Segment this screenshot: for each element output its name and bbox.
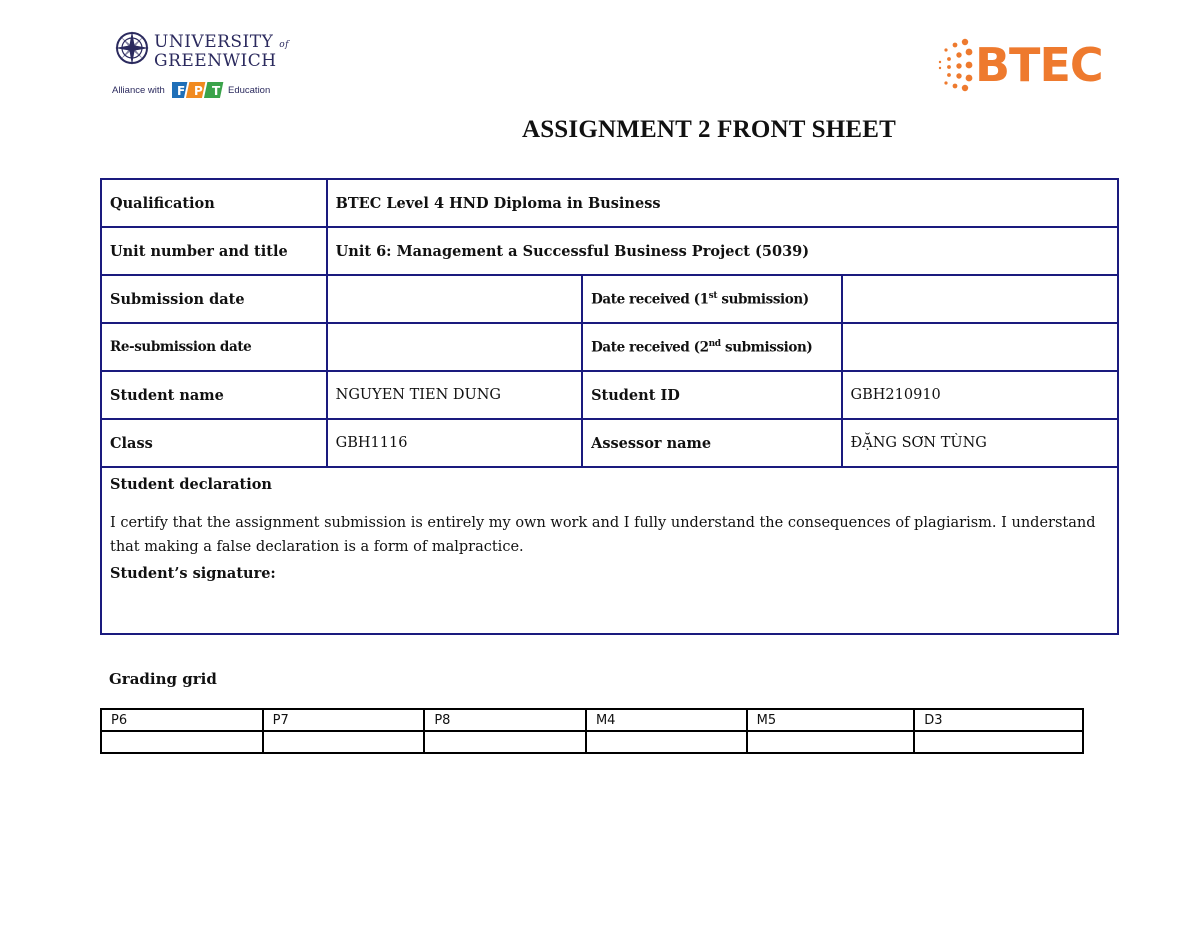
table-row bbox=[101, 275, 1118, 323]
grade-value-p7 bbox=[263, 731, 425, 753]
student-name-value: NGUYEN TIEN DUNG bbox=[327, 371, 582, 419]
declaration-title: Student declaration bbox=[110, 476, 272, 493]
grade-value-m5 bbox=[747, 731, 915, 753]
svg-text:P: P bbox=[194, 84, 203, 98]
btec-wordmark: BTEC bbox=[975, 38, 1103, 92]
qualification-label: Qualification bbox=[101, 179, 327, 227]
date-received-2-value bbox=[842, 323, 1118, 371]
grade-header-d3: D3 bbox=[914, 709, 1083, 731]
grade-value-d3 bbox=[914, 731, 1083, 753]
grade-value-p8 bbox=[424, 731, 586, 753]
grade-header-m4: M4 bbox=[586, 709, 747, 731]
table-row bbox=[101, 323, 1118, 371]
assessor-label: Assessor name bbox=[582, 419, 841, 467]
resubmission-date-label: Re-submission date bbox=[101, 323, 327, 371]
unit-value: Unit 6: Management a Successful Business Project (5039) bbox=[327, 227, 1118, 275]
compass-crest-icon bbox=[114, 30, 150, 66]
btec-logo bbox=[935, 36, 1125, 94]
date-received-1-value bbox=[842, 275, 1118, 323]
student-id-value: GBH210910 bbox=[842, 371, 1118, 419]
page-title: ASSIGNMENT 2 FRONT SHEET bbox=[521, 116, 897, 143]
table-row bbox=[101, 179, 1118, 227]
grading-header-row bbox=[101, 709, 1083, 731]
front-sheet-table bbox=[100, 178, 1119, 635]
unit-label: Unit number and title bbox=[101, 227, 327, 275]
grade-header-p6: P6 bbox=[101, 709, 263, 731]
university-name-line1: UNIVERSITY bbox=[154, 32, 274, 52]
student-name-label: Student name bbox=[101, 371, 327, 419]
qualification-value: BTEC Level 4 HND Diploma in Business bbox=[327, 179, 1118, 227]
university-of: of bbox=[279, 40, 289, 50]
date-received-1-label: Date received (1st submission) bbox=[582, 275, 841, 323]
education-text: Education bbox=[228, 85, 271, 96]
declaration-text: I certify that the assignment submission is entirely my own work and I fully understand the consequences of plagiarism. I understand that making a false declaration is a form of malpractice. bbox=[110, 515, 1096, 555]
university-name-line2: GREENWICH bbox=[154, 51, 277, 71]
fpt-logo-icon bbox=[172, 79, 226, 101]
date-received-2-label: Date received (2nd submission) bbox=[582, 323, 841, 371]
grade-header-p8: P8 bbox=[424, 709, 586, 731]
svg-text:F: F bbox=[177, 84, 186, 98]
svg-text:T: T bbox=[212, 84, 221, 98]
table-row bbox=[101, 467, 1118, 634]
student-id-label: Student ID bbox=[582, 371, 841, 419]
grade-value-p6 bbox=[101, 731, 263, 753]
grade-value-m4 bbox=[586, 731, 747, 753]
table-row bbox=[101, 419, 1118, 467]
table-row bbox=[101, 227, 1118, 275]
alliance-text: Alliance with bbox=[112, 85, 165, 96]
grading-value-row bbox=[101, 731, 1083, 753]
class-value: GBH1116 bbox=[327, 419, 582, 467]
submission-date-value bbox=[327, 275, 582, 323]
signature-label: Student’s signature: bbox=[110, 565, 276, 582]
grade-header-p7: P7 bbox=[263, 709, 425, 731]
resubmission-date-value bbox=[327, 323, 582, 371]
table-row bbox=[101, 371, 1118, 419]
declaration-cell bbox=[101, 467, 1118, 634]
grading-grid-title: Grading grid bbox=[109, 670, 217, 688]
university-greenwich-logo bbox=[110, 28, 289, 103]
class-label: Class bbox=[101, 419, 327, 467]
btec-dots-icon bbox=[935, 36, 975, 94]
submission-date-label: Submission date bbox=[101, 275, 327, 323]
assessor-value: ĐẶNG SƠN TÙNG bbox=[842, 419, 1118, 467]
grading-grid-table bbox=[100, 708, 1084, 754]
grade-header-m5: M5 bbox=[747, 709, 915, 731]
